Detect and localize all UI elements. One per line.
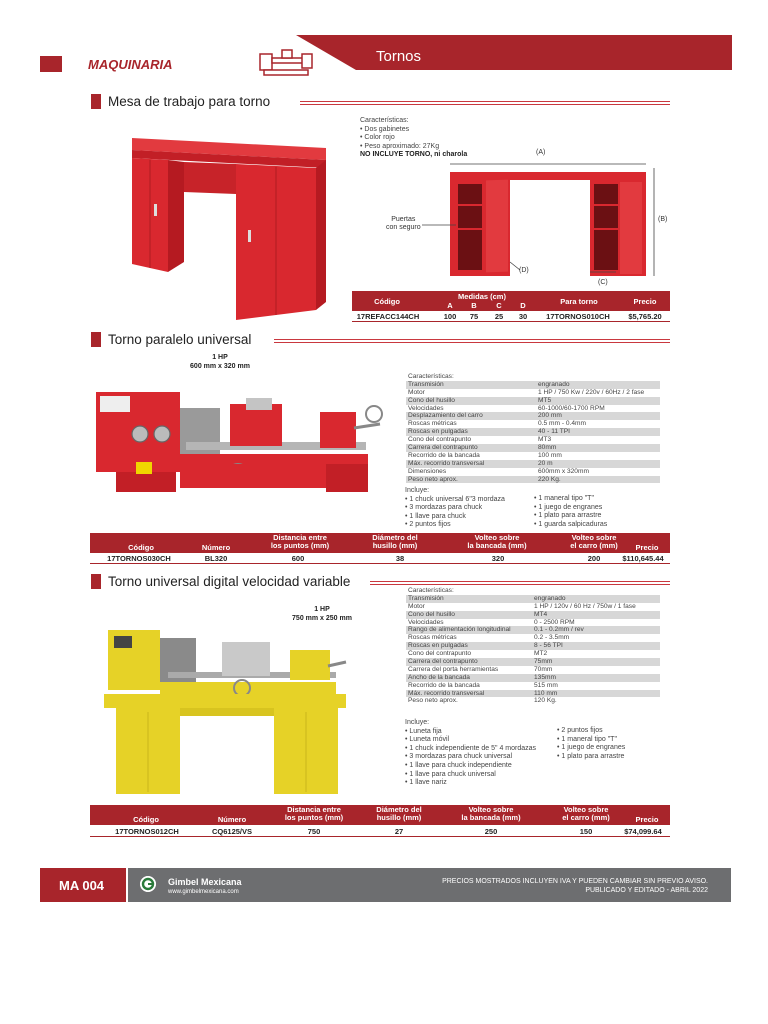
feature-item: • Color rojo — [360, 134, 395, 142]
cell-codigo: 17TORNOS030CH — [107, 554, 171, 563]
spec-value: 100 mm — [538, 451, 562, 459]
spec-row — [406, 658, 660, 666]
spec-key: Ancho de la bancada — [408, 673, 470, 681]
spec-value: 70mm — [534, 665, 553, 673]
red-lathe-image — [96, 378, 386, 496]
spec-row — [406, 420, 660, 428]
spec-value: 75mm — [534, 658, 553, 666]
spec-value: MT4 — [534, 610, 548, 618]
header-distancia — [258, 534, 342, 550]
header-codigo: Código — [374, 297, 400, 306]
spec-key: Roscas en pulgadas — [408, 642, 468, 650]
spec-value: 1 HP / 750 Kw / 220v / 60Hz / 2 fase — [538, 388, 645, 396]
header-b: B — [471, 301, 477, 310]
cell-volteo-carro: 200 — [587, 554, 601, 563]
table-header — [90, 805, 670, 825]
header-line: la bancada (mm) — [467, 541, 527, 550]
workbench-diagram — [440, 158, 660, 288]
table-row — [90, 554, 670, 564]
header-numero: Número — [201, 543, 231, 552]
include-item: • 1 juego de engranes — [557, 744, 626, 752]
header-precio: Precio — [635, 815, 659, 824]
header-line: Volteo sobre — [468, 805, 514, 814]
spec-row — [406, 428, 660, 436]
spec-key: Carrera del porta herramientas — [408, 665, 499, 673]
spec-row — [406, 452, 660, 460]
cell-diametro: 27 — [394, 827, 404, 836]
include-item: • 1 plato para arrastre — [534, 512, 602, 520]
specs-table — [406, 373, 660, 483]
includes-block — [405, 719, 536, 788]
cell-numero: BL320 — [204, 554, 228, 563]
page-number: MA 004 — [59, 878, 105, 893]
include-item: • 1 maneral tipo "T" — [534, 495, 594, 502]
spec-value: 0.5 mm - 0.4mm — [538, 420, 586, 428]
section-marker — [91, 94, 101, 109]
include-item: • Luneta fija — [405, 727, 442, 735]
feature-note: NO INCLUYE TORNO, ni charola — [360, 151, 468, 159]
include-item: • 1 juego de engranes — [534, 503, 603, 511]
spec-row — [406, 674, 660, 682]
section-rule — [274, 339, 670, 343]
doors-label-line: con seguro — [386, 224, 421, 231]
spec-key: Rango de alimentación longitudinal — [408, 626, 511, 634]
spec-row — [406, 642, 660, 650]
spec-key: Motor — [408, 388, 425, 396]
header-numero: Número — [217, 815, 247, 824]
features-block — [360, 117, 467, 160]
spec-value: 40 - 11 TPI — [538, 428, 571, 436]
cell-a: 100 — [443, 312, 457, 321]
spec-value: 600mm x 320mm — [538, 467, 589, 475]
size-label: 750 mm x 250 mm — [292, 614, 352, 622]
power-label: 1 HP — [212, 354, 228, 361]
spec-row — [406, 666, 660, 674]
cell-distancia: 600 — [291, 554, 305, 563]
table-header — [90, 533, 670, 553]
header-a: A — [447, 301, 453, 310]
spec-value: MT3 — [538, 436, 552, 444]
footer-note — [442, 877, 708, 895]
include-item: • 2 puntos fijos — [557, 727, 603, 734]
spec-value: 8 - 56 TPI — [534, 642, 563, 650]
spec-row — [406, 412, 660, 420]
spec-row — [406, 381, 660, 389]
spec-value: 0 - 2500 RPM — [534, 618, 575, 626]
spec-key: Cono del husillo — [408, 396, 455, 404]
header-volteo-carro — [556, 534, 632, 550]
yellow-lathe-image — [104, 622, 350, 798]
header-precio: Precio — [635, 543, 659, 552]
spec-row — [406, 682, 660, 690]
cell-codigo: 17TORNOS012CH — [115, 827, 179, 836]
spec-row — [406, 603, 660, 611]
header-line: Volteo sobre — [571, 533, 617, 542]
doors-label-line: Puertas — [391, 216, 416, 223]
include-item: • 1 guarda salpicaduras — [534, 520, 608, 528]
spec-key: Desplazamiento del carro — [408, 412, 483, 420]
footer-note-line: PUBLICADO Y EDITADO - ABRIL 2022 — [585, 887, 708, 894]
lathe-size-label — [170, 354, 270, 371]
header-diametro — [364, 806, 434, 822]
spec-key: Transmisión — [408, 380, 444, 388]
doors-label — [386, 216, 421, 232]
spec-value: 110 mm — [534, 689, 558, 697]
spec-key: Recorrido de la bancada — [408, 681, 480, 689]
spec-key: Cono del contrapunto — [408, 650, 472, 658]
header-volteo-bancada — [454, 534, 540, 550]
include-item: • 1 llave para chuck — [405, 512, 466, 520]
spec-value: 220 Kg. — [538, 475, 561, 483]
section-title: Mesa de trabajo para torno — [108, 94, 271, 109]
dimension-label-b: (B) — [658, 216, 668, 223]
spec-value: engranado — [534, 594, 566, 602]
header-line: Diámetro del — [372, 533, 418, 542]
section-rule — [370, 581, 670, 585]
spec-row — [406, 697, 660, 705]
section-marker — [91, 332, 101, 347]
section-title: Torno paralelo universal — [108, 332, 252, 347]
cell-distancia: 750 — [307, 827, 321, 836]
header-line: Volteo sobre — [474, 533, 520, 542]
spec-value: engranado — [538, 380, 570, 388]
section-rule — [300, 101, 670, 105]
header-codigo: Código — [133, 815, 159, 824]
spec-row — [406, 436, 660, 444]
spec-key: Roscas métricas — [408, 420, 457, 428]
spec-key: Máx. recorrido transversal — [408, 689, 485, 697]
spec-value: 0.1 - 0.2mm / rev — [534, 626, 584, 634]
cell-d: 30 — [518, 312, 528, 321]
includes-title: Incluye: — [405, 719, 430, 726]
spec-key: Velocidades — [408, 618, 444, 626]
header-line: Distancia entre — [287, 805, 341, 814]
header-medidas: Medidas (cm) — [458, 292, 506, 301]
spec-row — [406, 611, 660, 619]
lathe-table — [90, 533, 670, 565]
header-line: la bancada (mm) — [461, 813, 521, 822]
spec-key: Cono del contrapunto — [408, 436, 472, 444]
cell-numero: CQ6125/VS — [211, 827, 253, 836]
spec-key: Peso neto aprox. — [408, 697, 458, 705]
size-label: 600 mm x 320 mm — [190, 362, 250, 370]
include-item: • 1 llave para chuck independiente — [405, 761, 512, 769]
spec-row — [406, 389, 660, 397]
include-item: • 1 llave nariz — [405, 779, 447, 787]
header-line: los puntos (mm) — [284, 813, 344, 822]
cell-precio: $74,099.64 — [624, 827, 662, 836]
spec-row — [406, 405, 660, 413]
spec-value: 60-1000/60-1700 RPM — [538, 404, 605, 412]
include-item: • 2 puntos fijos — [405, 521, 451, 529]
header-codigo: Código — [128, 543, 154, 552]
include-item: • Luneta móvil — [405, 736, 450, 744]
spec-key: Roscas métricas — [408, 634, 457, 642]
spec-key: Velocidades — [408, 404, 444, 412]
cell-volteo-bancada: 250 — [484, 827, 498, 836]
header-line: Distancia entre — [273, 533, 327, 542]
spec-value: 120 Kg. — [534, 697, 557, 705]
include-item: • 1 chuck universal 6"3 mordaza — [405, 495, 505, 503]
includes-block — [405, 487, 505, 530]
spec-key: Roscas en pulgadas — [408, 428, 468, 436]
header-para-torno: Para torno — [560, 297, 598, 306]
dimension-label-d: (D) — [519, 267, 529, 274]
specs-title: Características: — [408, 587, 454, 594]
includes-title: Incluye: — [405, 487, 430, 494]
header-d: D — [520, 301, 526, 310]
table-row — [352, 312, 670, 322]
features-title: Características: — [360, 117, 409, 124]
lathe-size-label — [272, 606, 372, 623]
cell-volteo-bancada: 320 — [491, 554, 505, 563]
power-label: 1 HP — [314, 606, 330, 613]
cell-para-torno: 17TORNOS010CH — [546, 312, 610, 321]
include-item: • 1 llave para chuck universal — [405, 770, 496, 778]
dimension-label-a: (A) — [536, 149, 546, 156]
section-title: Torno universal digital velocidad variable — [108, 574, 351, 589]
spec-row — [406, 595, 660, 603]
workbench-table — [352, 291, 670, 325]
spec-key: Carrera del contrapunto — [408, 444, 478, 452]
spec-row — [406, 444, 660, 452]
header-banner — [296, 35, 732, 70]
include-item: • 3 mordazas para chuck — [405, 504, 483, 512]
cell-volteo-carro: 150 — [579, 827, 593, 836]
header-line: los puntos (mm) — [270, 541, 330, 550]
specs-title-row — [406, 373, 660, 381]
header-line: el carro (mm) — [570, 541, 618, 550]
specs-title-row — [406, 587, 660, 595]
spec-value: 80mm — [538, 444, 557, 452]
include-item: • 1 maneral tipo "T" — [557, 735, 617, 743]
cell-codigo: 17REFACC144CH — [356, 312, 420, 321]
includes-block-right — [557, 727, 625, 761]
header-line: Diámetro del — [376, 805, 422, 814]
spec-row — [406, 619, 660, 627]
cell-diametro: 38 — [395, 554, 405, 563]
header-precio: Precio — [633, 297, 657, 306]
includes-block-right — [534, 495, 607, 529]
header-volteo-bancada — [448, 806, 534, 822]
include-item: • 1 plato para arrastre — [557, 752, 625, 760]
footer-note-line: PRECIOS MOSTRADOS INCLUYEN IVA Y PUEDEN CAMBIAR SIN PREVIO AVISO. — [442, 878, 708, 885]
spec-key: Dimensiones — [408, 467, 447, 475]
header-square — [40, 56, 62, 72]
spec-row — [406, 690, 660, 698]
header-line: husillo (mm) — [372, 541, 418, 550]
header-line: Volteo sobre — [563, 805, 609, 814]
spec-value: MT5 — [538, 396, 552, 404]
cell-precio: $110,645.44 — [622, 554, 664, 563]
include-item: • 1 chuck independiente de 5" 4 mordazas — [405, 744, 537, 752]
spec-key: Transmisión — [408, 594, 444, 602]
company-logo-icon — [140, 876, 156, 892]
page-title: Tornos — [376, 48, 422, 65]
cell-precio: $5,765.20 — [628, 312, 662, 321]
spec-key: Peso neto aprox. — [408, 475, 458, 483]
digital-lathe-table — [90, 805, 670, 839]
spec-row — [406, 626, 660, 634]
header-volteo-carro — [548, 806, 624, 822]
feature-item: • Peso aproximado: 27Kg — [360, 142, 440, 150]
spec-key: Motor — [408, 602, 425, 610]
spec-key: Cono del husillo — [408, 610, 455, 618]
spec-value: 1 HP / 120v / 60 Hz / 750w / 1 fase — [534, 602, 636, 610]
cell-c: 25 — [494, 312, 504, 321]
spec-row — [406, 634, 660, 642]
spec-value: 135mm — [534, 673, 556, 681]
feature-item: • Dos gabinetes — [360, 125, 410, 133]
specs-title: Características: — [408, 373, 454, 380]
company-name: Gimbel Mexicana — [168, 877, 242, 887]
header-line: el carro (mm) — [562, 813, 610, 822]
spec-row — [406, 468, 660, 476]
spec-row — [406, 460, 660, 468]
spec-key: Máx. recorrido transversal — [408, 459, 485, 467]
spec-row — [406, 397, 660, 405]
spec-value: 515 mm — [534, 681, 558, 689]
specs-table — [406, 587, 660, 705]
header-line: husillo (mm) — [376, 813, 422, 822]
workbench-image — [126, 134, 332, 324]
dimension-label-c: (C) — [598, 279, 608, 286]
header-diametro — [360, 534, 430, 550]
doors-pointer — [422, 222, 456, 228]
spec-value: 200 mm — [538, 412, 562, 420]
header-distancia — [272, 806, 356, 822]
header-c: C — [496, 301, 502, 310]
include-item: • 3 mordazas para chuck universal — [405, 753, 513, 761]
spec-value: 0.2 - 3.5mm — [534, 634, 570, 642]
table-row — [90, 827, 670, 837]
company-website: www.gimbelmexicana.com — [168, 889, 239, 895]
spec-row — [406, 476, 660, 484]
spec-key: Carrera del contrapunto — [408, 658, 478, 666]
spec-key: Recorrido de la bancada — [408, 451, 480, 459]
category-title: MAQUINARIA — [88, 57, 173, 72]
spec-value: 20 m — [538, 459, 553, 467]
spec-value: MT2 — [534, 650, 548, 658]
cell-b: 75 — [469, 312, 479, 321]
table-header — [352, 291, 670, 311]
spec-row — [406, 650, 660, 658]
section-marker — [91, 574, 101, 589]
